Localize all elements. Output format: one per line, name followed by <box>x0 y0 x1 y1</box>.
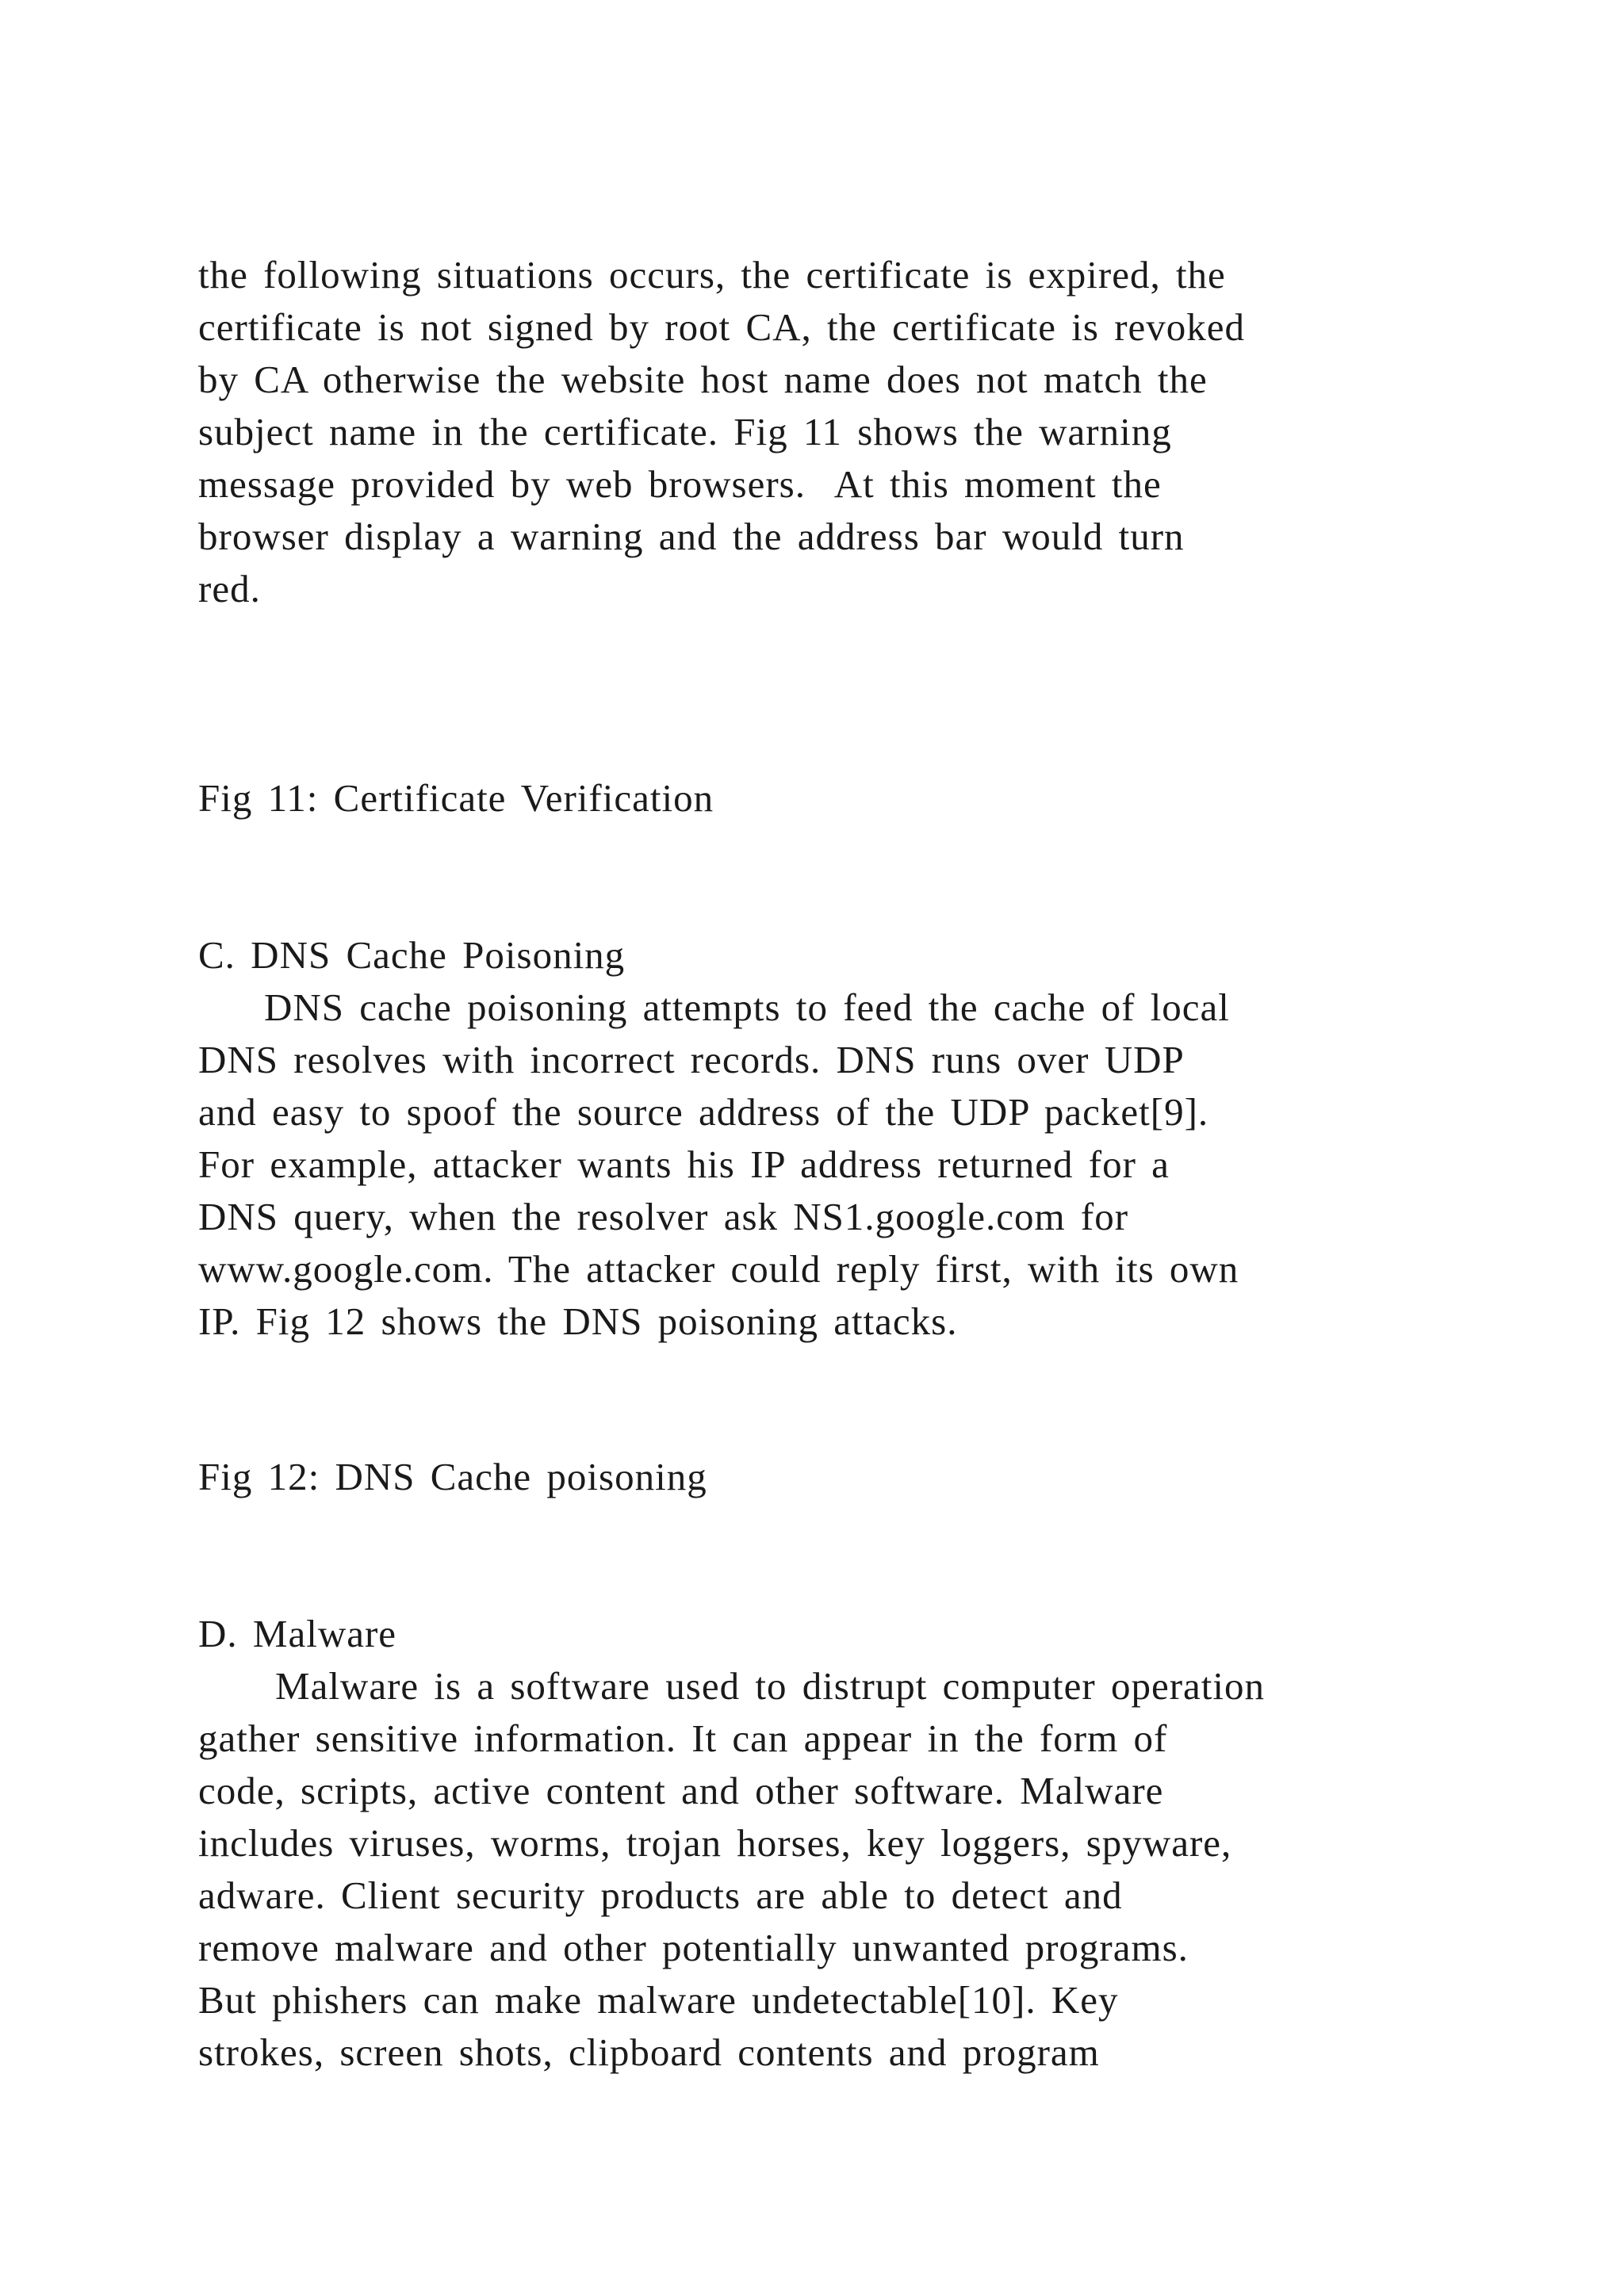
paragraph-line: subject name in the certificate. Fig 11 shows the warning <box>198 410 1172 453</box>
paragraph-line: For example, attacker wants his IP address returned for a <box>198 1142 1170 1186</box>
paragraph-line: the following situations occurs, the certificate is expired, the <box>198 253 1226 297</box>
paragraph-line: But phishers can make malware undetectable[10]. Key <box>198 1978 1119 2022</box>
paragraph-line: www.google.com. The attacker could reply first, with its own <box>198 1247 1239 1291</box>
paragraph-line: strokes, screen shots, clipboard contents and program <box>198 2030 1100 2074</box>
paragraph-line: Malware is a software used to distrupt computer operation <box>275 1664 1266 1708</box>
paragraph-line: message provided by web browsers. At this moment the <box>198 462 1162 506</box>
paragraph-line: browser display a warning and the address bar would turn <box>198 515 1185 558</box>
paragraph-line: DNS cache poisoning attempts to feed the cache of local <box>264 985 1230 1029</box>
paragraph-line: red. <box>198 567 261 610</box>
paragraph-line: certificate is not signed by root CA, the certificate is revoked <box>198 305 1246 349</box>
section-heading: D. Malware <box>198 1612 397 1655</box>
paragraph-line: gather sensitive information. It can appear in the form of <box>198 1716 1168 1760</box>
paragraph-line: and easy to spoof the source address of the UDP packet[9]. <box>198 1090 1209 1134</box>
section-heading: C. DNS Cache Poisoning <box>198 933 626 977</box>
paragraph-line: DNS resolves with incorrect records. DNS runs over UDP <box>198 1038 1185 1081</box>
figure-caption: Fig 12: DNS Cache poisoning <box>198 1455 707 1498</box>
paragraph-line: adware. Client security products are able to detect and <box>198 1873 1123 1917</box>
paragraph-line: by CA otherwise the website host name does not match the <box>198 358 1208 401</box>
paragraph-line: DNS query, when the resolver ask NS1.google.com for <box>198 1195 1129 1238</box>
paragraph-line: IP. Fig 12 shows the DNS poisoning attacks. <box>198 1299 958 1343</box>
paragraph-line: remove malware and other potentially unwanted programs. <box>198 1926 1189 1969</box>
figure-caption: Fig 11: Certificate Verification <box>198 776 714 820</box>
paragraph-line: code, scripts, active content and other software. Malware <box>198 1769 1164 1812</box>
paragraph-line: includes viruses, worms, trojan horses, key loggers, spyware, <box>198 1821 1232 1865</box>
